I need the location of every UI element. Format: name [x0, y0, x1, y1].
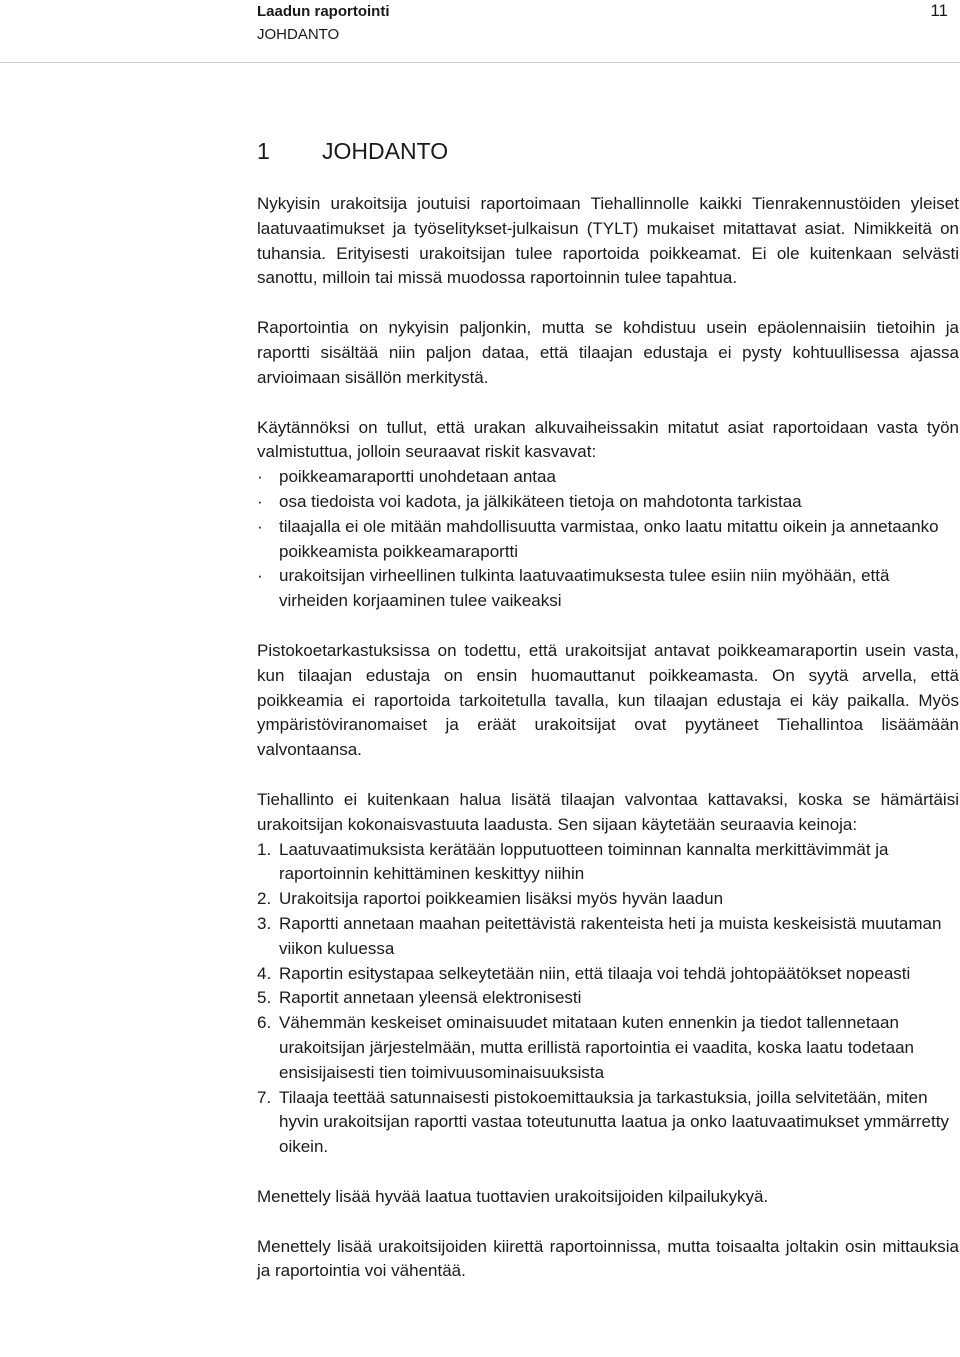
- list-item: 5. Raportit annetaan yleensä elektronisesti: [257, 988, 582, 1008]
- page-number: 11: [930, 1, 948, 20]
- list-item: 2. Urakoitsija raportoi poikkeamien lisäksi myös hyvän laadun: [257, 889, 724, 909]
- list-item: 3. Raportti annetaan maahan peitettävistä rakenteista heti ja muista keskeisistä muutaman viikon kuluessa: [257, 913, 942, 958]
- list-item: 6. Vähemmän keskeiset ominaisuudet mitataan kuten ennenkin ja tiedot tallennetaan urakoitsijan järjestelmään, mutta erillistä raportointia ei vaadita, koska laatu todetaan ensisijaisesti tien toimivuusominaisuuksista: [257, 1013, 915, 1082]
- paragraph-5: Tiehallinto ei kuitenkaan halua lisätä tilaajan valvontaa kattavaksi, koska se hämärtäisi urakoitsijan kokonaisvastuuta laadusta. Sen sijaan käytetään seuraavia keinoja:: [257, 789, 959, 834]
- running-section-name: JOHDANTO: [257, 26, 340, 43]
- paragraph-4: Pistokoetarkastuksissa on todettu, että urakoitsijat antavat poikkeamaraportin usein vasta, kun tilaajan edustaja on ensin huomauttanut poikkeamasta. On syytä arvella, että poikkeamia ei raportoida tarkoitetulla tavalla, kun tilaajan edustaja ei käy paikalla. Myös ympäristöviranomaiset ja eräät urakoitsijat ovat pyytäneet Tiehallintoa lisäämään valvontaansa.: [257, 640, 959, 760]
- list-item: 7. Tilaaja teettää satunnaisesti pistokoemittauksia ja tarkastuksia, joilla selvitetään, miten hyvin urakoitsijan raportti vastaa toteutunutta laatua ja onko laatuvaatimukset ymmärretty oikein.: [257, 1087, 949, 1157]
- document-body: [257, 132, 959, 1309]
- bullet-glyph: ·: [257, 491, 263, 511]
- paragraph-7: Menettely lisää urakoitsijoiden kiirettä raportoinnissa, mutta toisaalta joltakin osin mittauksia ja raportointia voi vähentää.: [257, 1236, 959, 1281]
- paragraph-1: Nykyisin urakoitsija joutuisi raportoimaan Tiehallinnolle kaikki Tienrakennustöiden yleiset laatuvaatimukset ja työselitykset-julkaisun (TYLT) mukaiset mitattavat asiat. Nimikkeitä on tuhansia. Erityisesti urakoitsijan tulee raportoida poikkeamat. Ei ole kuitenkaan selvästi sanottu, milloin tai missä muodossa raportoinnin tulee tapahtua.: [257, 194, 959, 288]
- paragraph-6: Menettely lisää hyvää laatua tuottavien urakoitsijoiden kilpailukykyä.: [257, 1186, 769, 1206]
- list-item: · urakoitsijan virheellinen tulkinta laatuvaatimuksesta tulee esiin niin myöhään, että virheiden korjaaminen tulee vaikeaksi: [257, 566, 890, 611]
- list-item: · osa tiedoista voi kadota, ja jälkikäteen tietoja on mahdotonta tarkistaa: [257, 490, 959, 515]
- paragraph-2: Raportointia on nykyisin paljonkin, mutta se kohdistuu usein epäolennaisiin tietoihin ja raportti sisältää niin paljon dataa, että tilaajan edustaja ei pysty kohtuullisessa ajassa arvioimaan sisällön merkitystä.: [257, 318, 959, 387]
- bullet-glyph: ·: [257, 467, 263, 487]
- measures-list: [257, 838, 959, 1160]
- list-item: · poikkeamaraportti unohdetaan antaa: [257, 465, 959, 490]
- list-item: · tilaajalla ei ole mitään mahdollisuutta varmistaa, onko laatu mitattu oikein ja annetaanko poikkeamista poikkeamaraportti: [257, 516, 939, 561]
- bullet-glyph: ·: [257, 566, 263, 586]
- section-heading: [257, 132, 959, 170]
- section-number: 1: [257, 138, 270, 164]
- page-header: [0, 0, 960, 63]
- risk-list: [257, 465, 959, 614]
- list-item: 1. Laatuvaatimuksista kerätään lopputuotteen toiminnan kannalta merkittävimmät ja raportoinnin kehittäminen keskittyy niihin: [257, 839, 889, 884]
- document-title: Laadun raportointi: [257, 3, 390, 20]
- section-title: JOHDANTO: [322, 138, 449, 164]
- bullet-glyph: ·: [257, 516, 263, 536]
- paragraph-3: Käytännöksi on tullut, että urakan alkuvaiheissakin mitatut asiat raportoidaan vasta työn valmistuttua, jolloin seuraavat riskit kasvavat:: [257, 417, 959, 462]
- list-item: 4. Raportin esitystapaa selkeytetään niin, että tilaaja voi tehdä johtopäätökset nopeasti: [257, 963, 911, 983]
